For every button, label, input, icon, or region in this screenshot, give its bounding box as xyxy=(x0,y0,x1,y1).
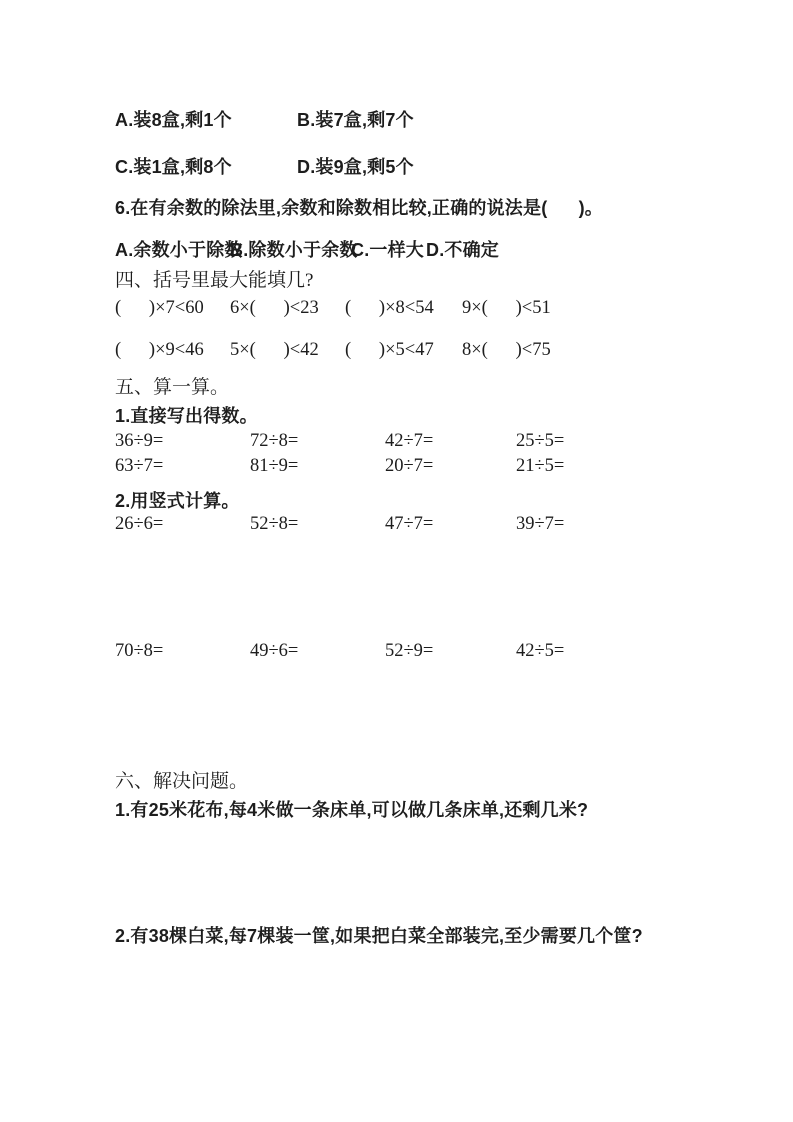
bracket-item: ( )×5<47 xyxy=(345,340,434,360)
oral-calculation-row-2 xyxy=(115,456,564,477)
q6-option-d: D.不确定 xyxy=(426,240,499,260)
bracket-item: ( )×7<60 xyxy=(115,298,204,318)
bracket-exercise-row-2 xyxy=(115,340,551,361)
option-b: B.装7盒,剩7个 xyxy=(297,110,414,130)
q6-option-b: B.除数小于余数 xyxy=(230,240,358,260)
multiple-choice-options-row-1 xyxy=(115,106,414,132)
section-5-heading: 五、算一算。 xyxy=(115,377,230,398)
question-6-options xyxy=(115,236,499,262)
division-expression: 25÷5= xyxy=(516,431,565,451)
q6-option-c: C.一样大 xyxy=(351,240,424,260)
oral-calculation-row-1 xyxy=(115,431,564,452)
word-problem-2: 2.有38棵白菜,每7棵装一筐,如果把白菜全部装完,至少需要几个筐? xyxy=(115,926,643,946)
bracket-exercise-row-1 xyxy=(115,298,551,319)
option-a: A.装8盒,剩1个 xyxy=(115,110,232,130)
option-d: D.装9盒,剩5个 xyxy=(297,157,414,177)
column-calculation-title: 2.用竖式计算。 xyxy=(115,491,240,511)
division-expression: 47÷7= xyxy=(385,514,434,534)
bracket-item: 8×( )<75 xyxy=(462,340,551,360)
question-6-stem: 6.在有余数的除法里,余数和除数相比较,正确的说法是( )。 xyxy=(115,198,604,218)
division-expression: 72÷8= xyxy=(250,431,299,451)
option-c: C.装1盒,剩8个 xyxy=(115,157,232,177)
bracket-item: ( )×9<46 xyxy=(115,340,204,360)
bracket-item: 5×( )<42 xyxy=(230,340,319,360)
division-expression: 70÷8= xyxy=(115,641,164,661)
multiple-choice-options-row-2 xyxy=(115,153,414,179)
division-expression: 81÷9= xyxy=(250,456,299,476)
division-expression: 52÷9= xyxy=(385,641,434,661)
division-expression: 26÷6= xyxy=(115,514,164,534)
division-expression: 20÷7= xyxy=(385,456,434,476)
bracket-item: 9×( )<51 xyxy=(462,298,551,318)
section-6-heading: 六、解决问题。 xyxy=(115,771,249,792)
division-expression: 21÷5= xyxy=(516,456,565,476)
division-expression: 42÷7= xyxy=(385,431,434,451)
division-expression: 49÷6= xyxy=(250,641,299,661)
column-calculation-row-1 xyxy=(115,514,564,535)
q6-option-a: A.余数小于除数 xyxy=(115,240,243,260)
oral-calculation-title: 1.直接写出得数。 xyxy=(115,406,258,426)
bracket-item: ( )×8<54 xyxy=(345,298,434,318)
division-expression: 52÷8= xyxy=(250,514,299,534)
bracket-item: 6×( )<23 xyxy=(230,298,319,318)
division-expression: 63÷7= xyxy=(115,456,164,476)
division-expression: 39÷7= xyxy=(516,514,565,534)
column-calculation-row-2 xyxy=(115,641,564,662)
division-expression: 36÷9= xyxy=(115,431,164,451)
word-problem-1: 1.有25米花布,每4米做一条床单,可以做几条床单,还剩几米? xyxy=(115,800,589,820)
section-4-heading: 四、括号里最大能填几? xyxy=(115,270,314,291)
division-expression: 42÷5= xyxy=(516,641,565,661)
